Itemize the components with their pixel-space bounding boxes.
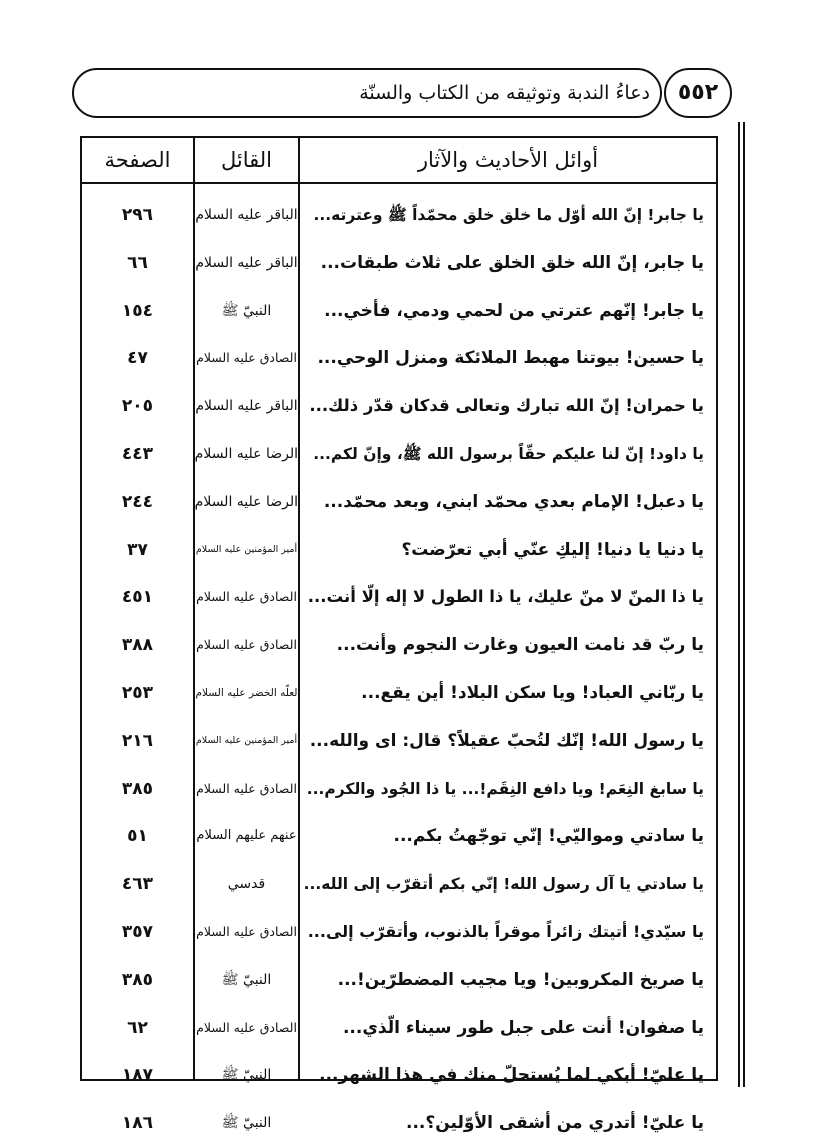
table-row (82, 381, 716, 431)
hadith-opening-text: يا داود! إنّ لنا عليكم حقّاً برسول الله ﷺ، وإنّ لكم... (313, 445, 704, 463)
table-row (82, 716, 716, 766)
hadith-opening-text: يا سادتي ومواليّي! إنّي توجّهتُ بكم... (393, 826, 704, 847)
hadith-opening-text: يا دنيا يا دنيا! إليكِ عنّي أبي تعرّضت؟ (401, 539, 704, 560)
hadith-opening-text: يا عليّ! أتدري من أشقى الأوّلين؟... (406, 1113, 704, 1134)
table-row (82, 572, 716, 622)
page-reference: ٢٤٤ (121, 491, 154, 512)
hadith-opening-text: يا سيّدي! أتيتك زائراً موقراً بالذنوب، وأتقرّب إلى... (307, 922, 704, 941)
table-row (82, 525, 716, 575)
page-reference: ٣٨٨ (121, 635, 154, 656)
table-row (82, 620, 716, 670)
hadith-opening-text: يا حمران! إنّ الله تبارك وتعالى قدكان قدّر ذلك... (309, 396, 704, 416)
page-reference: ٢١٦ (121, 730, 154, 751)
table-row (82, 286, 716, 336)
hadith-opening-text: يا جابر! إنّهم عترتي من لحمي ودمي، فأخي... (324, 300, 704, 321)
page-reference: ٤٤٣ (121, 444, 154, 464)
page-reference: ١٨٦ (121, 1113, 154, 1134)
page-reference: ٢٥٣ (121, 683, 154, 703)
table-row (82, 190, 716, 240)
table-row (82, 1050, 716, 1100)
page-reference: ٥١ (127, 826, 148, 847)
table-row (82, 811, 716, 861)
hadith-opening-text: يا سادتي يا آل رسول الله! إنّي بكم أتقرّب إلى الله... (303, 875, 704, 894)
column-header-text: أوائل الأحاديث والآثار (417, 148, 599, 172)
speaker-name: الصادق عليه السلام (196, 589, 297, 605)
speaker-name: الصادق عليه السلام (196, 780, 297, 796)
table-row (82, 429, 716, 479)
hadith-opening-text: يا دعبل! الإمام بعدي محمّد ابني، وبعد محمّد... (323, 491, 704, 512)
hadith-opening-text: يا صفوان! أنت على جبل طور سيناء الّذي... (342, 1017, 704, 1038)
page-reference: ١٨٧ (121, 1065, 154, 1086)
hadith-opening-text: يا ذا المنّ لا منّ عليك، يا ذا الطول لا إله إلّا أنت... (307, 587, 704, 607)
table-row (82, 859, 716, 909)
page-reference: ١٥٤ (121, 300, 154, 321)
page-reference: ٣٥٧ (121, 922, 154, 942)
table-row (82, 764, 716, 814)
page-reference: ٤٥١ (121, 587, 154, 608)
page-reference: ٢٩٦ (121, 205, 154, 225)
hadith-opening-text: يا ربّ قد نامت العيون وغارت النجوم وأنت... (336, 635, 704, 656)
table-row (82, 907, 716, 957)
index-table (80, 136, 718, 1134)
table-row (82, 477, 716, 527)
speaker-name: قدسي (227, 876, 266, 893)
table-row (82, 238, 716, 288)
hadith-opening-text: يا صريخ المكروبين! ويا مجيب المضطرّين!... (337, 969, 704, 990)
table-row (82, 333, 716, 383)
running-title: دعاءُ الندبة وتوثيقه من الكتاب والسنّة (359, 82, 650, 104)
page-reference: ٤٦٣ (121, 874, 154, 895)
speaker-name: الصادق عليه السلام (196, 350, 297, 366)
speaker-name: الرضا عليه السلام (195, 493, 298, 510)
speaker-name: الصادق عليه السلام (196, 1019, 297, 1035)
speaker-name: النبيّ ﷺ (221, 302, 272, 319)
speaker-name: الباقر عليه السلام (195, 398, 298, 415)
hadith-opening-text: يا جابر! إنّ الله أوّل ما خلق خلق محمّداً ﷺ وعترته... (313, 206, 704, 224)
hadith-opening-text: يا ربّاني العباد! ويا سكن البلاد! أين يقع... (361, 683, 704, 703)
hadith-opening-text: يا سابغ النِعَم! ويا دافع النِقَم!... يا ذا الجُود والكرم... (306, 779, 704, 798)
table-row (82, 1003, 716, 1053)
speaker-name: النبيّ ﷺ (221, 1067, 272, 1084)
page-reference: ٦٢ (127, 1017, 148, 1038)
margin-rule (743, 122, 745, 1087)
header-divider (82, 182, 716, 184)
page-reference: ٦٦ (127, 252, 148, 273)
speaker-name: الرضا عليه السلام (195, 446, 298, 462)
hadith-opening-text: يا حسين! بيوتنا مهبط الملائكة ومنزل الوحي... (317, 348, 704, 369)
speaker-name: النبيّ ﷺ (221, 971, 272, 988)
margin-rule (738, 122, 740, 1087)
speaker-name: الصادق عليه السلام (196, 924, 297, 939)
page-reference: ٣٨٥ (121, 778, 154, 799)
column-header-speaker: القائل (220, 148, 272, 172)
page-reference: ٢٠٥ (121, 396, 154, 417)
page-reference: ٤٧ (127, 348, 148, 369)
hadith-opening-text: يا عليّ! أبكي لما يُستحلّ منك في هذا الشهر... (319, 1065, 704, 1086)
speaker-name: الباقر عليه السلام (195, 254, 298, 271)
speaker-name: النبيّ ﷺ (221, 1115, 272, 1132)
speaker-name: الباقر عليه السلام (195, 207, 298, 223)
speaker-name: عنهم عليهم السلام (196, 828, 297, 844)
speaker-name: أمير المؤمنين عليه السلام (195, 543, 298, 555)
speaker-name: الصادق عليه السلام (196, 637, 297, 653)
table-row (82, 955, 716, 1005)
hadith-opening-text: يا رسول الله! إنّك لتُحبّ عقيلاً؟ قال: اى والله... (309, 730, 704, 751)
page-reference: ٣٧ (127, 539, 148, 560)
hadith-opening-text: يا جابر، إنّ الله خلق الخلق على ثلاث طبقات... (320, 252, 704, 273)
page-number: ٥٥٢ (664, 68, 732, 118)
speaker-name: لعلّه الخضر عليه السلام (195, 687, 298, 699)
table-row (82, 668, 716, 718)
column-header-page: الصفحة (104, 148, 171, 172)
table-row (82, 1098, 716, 1148)
page-reference: ٣٨٥ (121, 969, 154, 990)
speaker-name: أمير المؤمنين عليه السلام (195, 734, 298, 746)
